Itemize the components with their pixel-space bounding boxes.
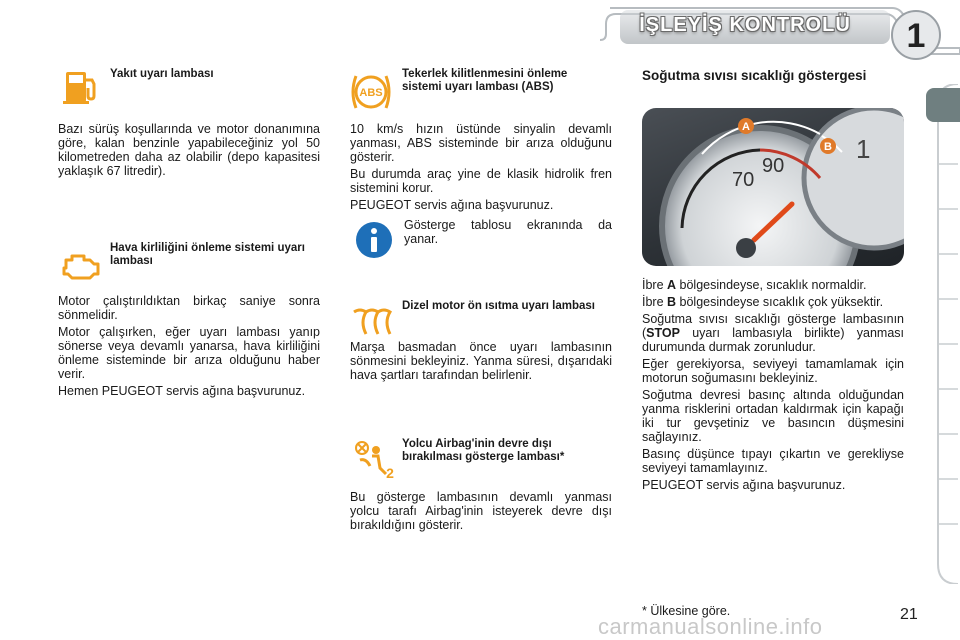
fuel-warning-title: Yakıt uyarı lambası: [110, 68, 214, 80]
chapter-number: 1: [906, 17, 926, 55]
abs-warning-title: Tekerlek kilitlenmesini önleme sistemi uyarı lambası (ABS): [402, 68, 568, 93]
abs-icon-label: ABS: [359, 87, 383, 99]
gauge-right-digit: 1: [856, 134, 871, 164]
coolant-text-6: Basınç düşünce tıpayı çıkartın ve gerekliyse seviyeyi tamamlayınız.: [642, 447, 904, 475]
emission-text-3: Hemen PEUGEOT servis ağına başvurunuz.: [58, 384, 306, 398]
chapter-tab-active[interactable]: [926, 88, 960, 122]
coolant-gauge-image: [642, 108, 904, 266]
page-title: İŞLEYİŞ KONTROLÜ: [639, 14, 851, 36]
abs-warning-icon: [348, 72, 394, 112]
coolant-text-3: Soğutma sıvısı sıcaklığı gösterge lambasının (STOP uyarı lambasıyla birlikte) yanması durumunda durmak zorunludur.: [642, 312, 904, 354]
coolant-gauge-title: Soğutma sıvısı sıcaklığı göstergesi: [642, 68, 867, 83]
emission-warning-title: Hava kirliliğini önleme sistemi uyarı lambası: [110, 242, 305, 267]
coolant-gauge-text: [642, 278, 904, 495]
fuel-warning-text: Bazı sürüş koşullarında ve motor donanımına göre, kalan benzinle yapabileceğiniz yol 50 kilometreden daha az olabilir (depo kapasitesi yaklaşık 67 litredir).: [58, 122, 320, 178]
gauge-zone-b-label: B: [824, 141, 832, 153]
abs-text-1: 10 km/s hızın üstünde sinyalin devamlı yanması, ABS sisteminde bir arıza olduğunu gösterir.: [350, 122, 612, 164]
info-note-text: Gösterge tablosu ekranında da yanar.: [404, 218, 612, 246]
emission-text-1: Motor çalıştırıldıktan birkaç saniye sonra sönmelidir.: [58, 294, 320, 322]
coolant-text-2: İbre B bölgesindeyse sıcaklık çok yüksektir.: [642, 295, 884, 309]
info-icon: [354, 220, 394, 260]
watermark: carmanualsonline.info: [598, 614, 823, 639]
coolant-text-4: Eğer gerekiyorsa, seviyeyi tamamlamak için motorun soğumasını bekleyiniz.: [642, 357, 904, 385]
engine-check-icon: [58, 246, 104, 286]
abs-warning-text: [350, 122, 612, 215]
svg-text:2: 2: [386, 465, 394, 480]
coolant-text-1: İbre A bölgesindeyse, sıcaklık normaldir.: [642, 278, 867, 292]
airbag-off-text: Bu gösterge lambasının devamlı yanması yolcu tarafı Airbag'inin isteyerek devre dışı bırakıldığını gösterir.: [350, 490, 612, 532]
glow-plug-icon: [350, 302, 396, 342]
coolant-gauge-drawing: [642, 108, 904, 266]
airbag-off-icon: [350, 440, 396, 480]
gauge-tick-90: 90: [762, 155, 785, 177]
abs-text-2: Bu durumda araç yine de klasik hidrolik fren sistemini korur.: [350, 167, 612, 195]
page-number: 21: [900, 606, 918, 623]
coolant-text-5: Soğutma devresi basınç altında olduğundan yanma risklerini ortadan kaldırmak için kapağı iki tur gevşetiniz ve basıncın düşmesini sağlayınız.: [642, 388, 904, 444]
gauge-tick-70: 70: [732, 169, 755, 191]
emission-warning-text: [58, 294, 320, 401]
gauge-zone-a-label: A: [742, 121, 750, 133]
fuel-pump-icon: [60, 66, 106, 106]
diesel-preheat-title: Dizel motor ön ısıtma uyarı lambası: [402, 300, 595, 312]
coolant-text-7: PEUGEOT servis ağına başvurunuz.: [642, 478, 846, 492]
abs-text-3: PEUGEOT servis ağına başvurunuz.: [350, 198, 554, 212]
chapter-tab-strip: [928, 84, 960, 584]
footnote: * Ülkesine göre.: [642, 604, 731, 618]
diesel-preheat-text: Marşa basmadan önce uyarı lambasının sönmesini bekleyiniz. Yanma süresi, dışarıdaki hava şartları tarafından belirlenir.: [350, 340, 612, 382]
airbag-off-title: Yolcu Airbag'inin devre dışı bırakılması gösterge lambası*: [402, 438, 565, 463]
emission-text-2: Motor çalışırken, eğer uyarı lambası yanıp sönerse veya devamlı yanarsa, hava kirliliğini önleme sisteminde bir arıza olduğunu haber verir.: [58, 325, 320, 381]
